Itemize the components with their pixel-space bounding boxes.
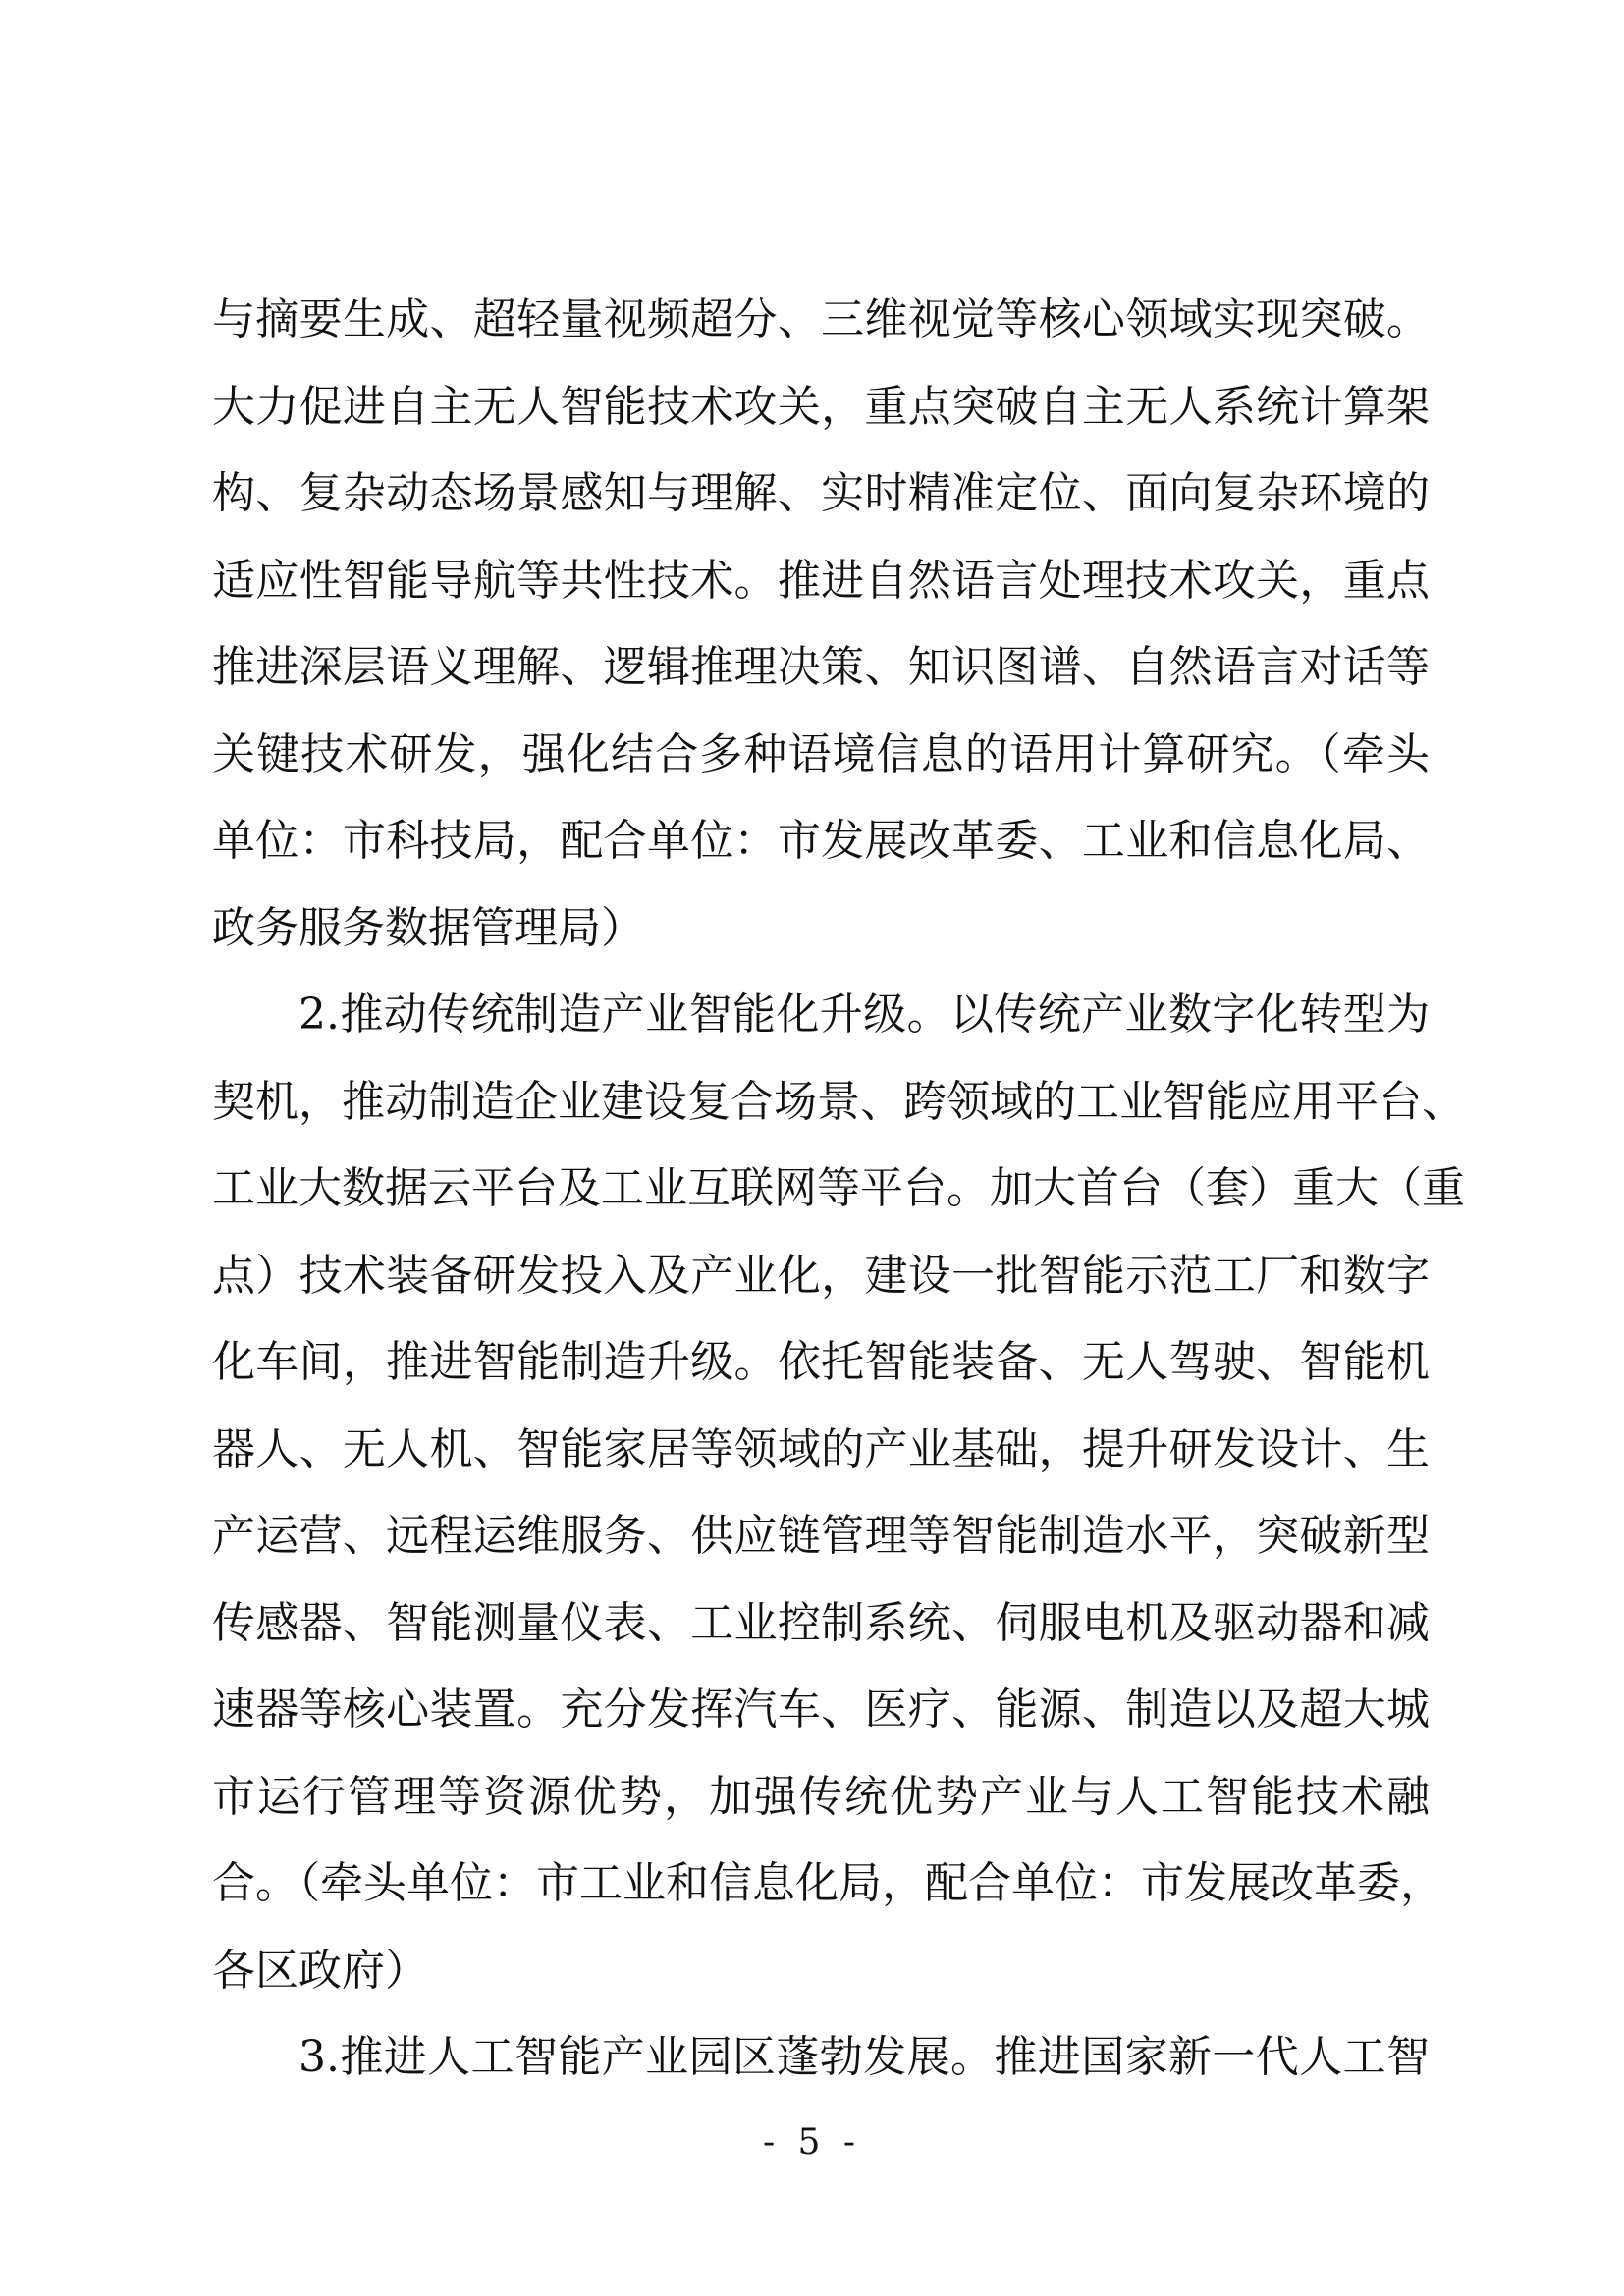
text-line: 适应性智能导航等共性技术。推进自然语言处理技术攻关，重点 [212, 555, 1430, 606]
text-line: 市运行管理等资源优势，加强传统优势产业与人工智能技术融 [212, 1771, 1430, 1822]
text-line: 构、复杂动态场景感知与理解、实时精准定位、面向复杂环境的 [212, 468, 1430, 518]
text-line: 推进深层语义理解、逻辑推理决策、知识图谱、自然语言对话等 [212, 642, 1430, 692]
text-line: 单位：市科技局，配合单位：市发展改革委、工业和信息化局、 [212, 816, 1430, 866]
text-line: 传感器、智能测量仪表、工业控制系统、伺服电机及驱动器和减 [212, 1597, 1430, 1648]
text-line: 产运营、远程运维服务、供应链管理等智能制造水平，突破新型 [212, 1511, 1430, 1561]
text-line: 与摘要生成、超轻量视频超分、三维视觉等核心领域实现突破。 [212, 294, 1430, 345]
text-line: 关键技术研发，强化结合多种语境信息的语用计算研究。（牵头 [212, 728, 1430, 779]
page-number: - 5 - [762, 2122, 862, 2163]
text-line: 大力促进自主无人智能技术攻关，重点突破自主无人系统计算架 [212, 381, 1430, 432]
text-line: 政务服务数据管理局） [212, 902, 644, 953]
text-line: 速器等核心装置。充分发挥汽车、医疗、能源、制造以及超大城 [212, 1684, 1430, 1735]
text-line: 工业大数据云平台及工业互联网等平台。加大首台（套）重大（重 [212, 1163, 1465, 1213]
text-line: 化车间，推进智能制造升级。依托智能装备、无人驾驶、智能机 [212, 1337, 1430, 1387]
text-line: 点）技术装备研发投入及产业化，建设一批智能示范工厂和数字 [212, 1250, 1430, 1301]
text-line: 合。（牵头单位：市工业和信息化局，配合单位：市发展改革委， [212, 1858, 1443, 1908]
text-line: 契机，推动制造企业建设复合场景、跨领域的工业智能应用平台、 [212, 1076, 1465, 1127]
paragraph-heading-3: 3.推进人工智能产业园区蓬勃发展。推进国家新一代人工智 [298, 2032, 1430, 2082]
paragraph-heading-2: 2.推动传统制造产业智能化升级。以传统产业数字化转型为 [298, 989, 1430, 1040]
text-line: 器人、无人机、智能家居等领域的产业基础，提升研发设计、生 [212, 1423, 1430, 1474]
text-line: 各区政府） [212, 1945, 428, 1996]
body-text [212, 277, 1465, 2102]
